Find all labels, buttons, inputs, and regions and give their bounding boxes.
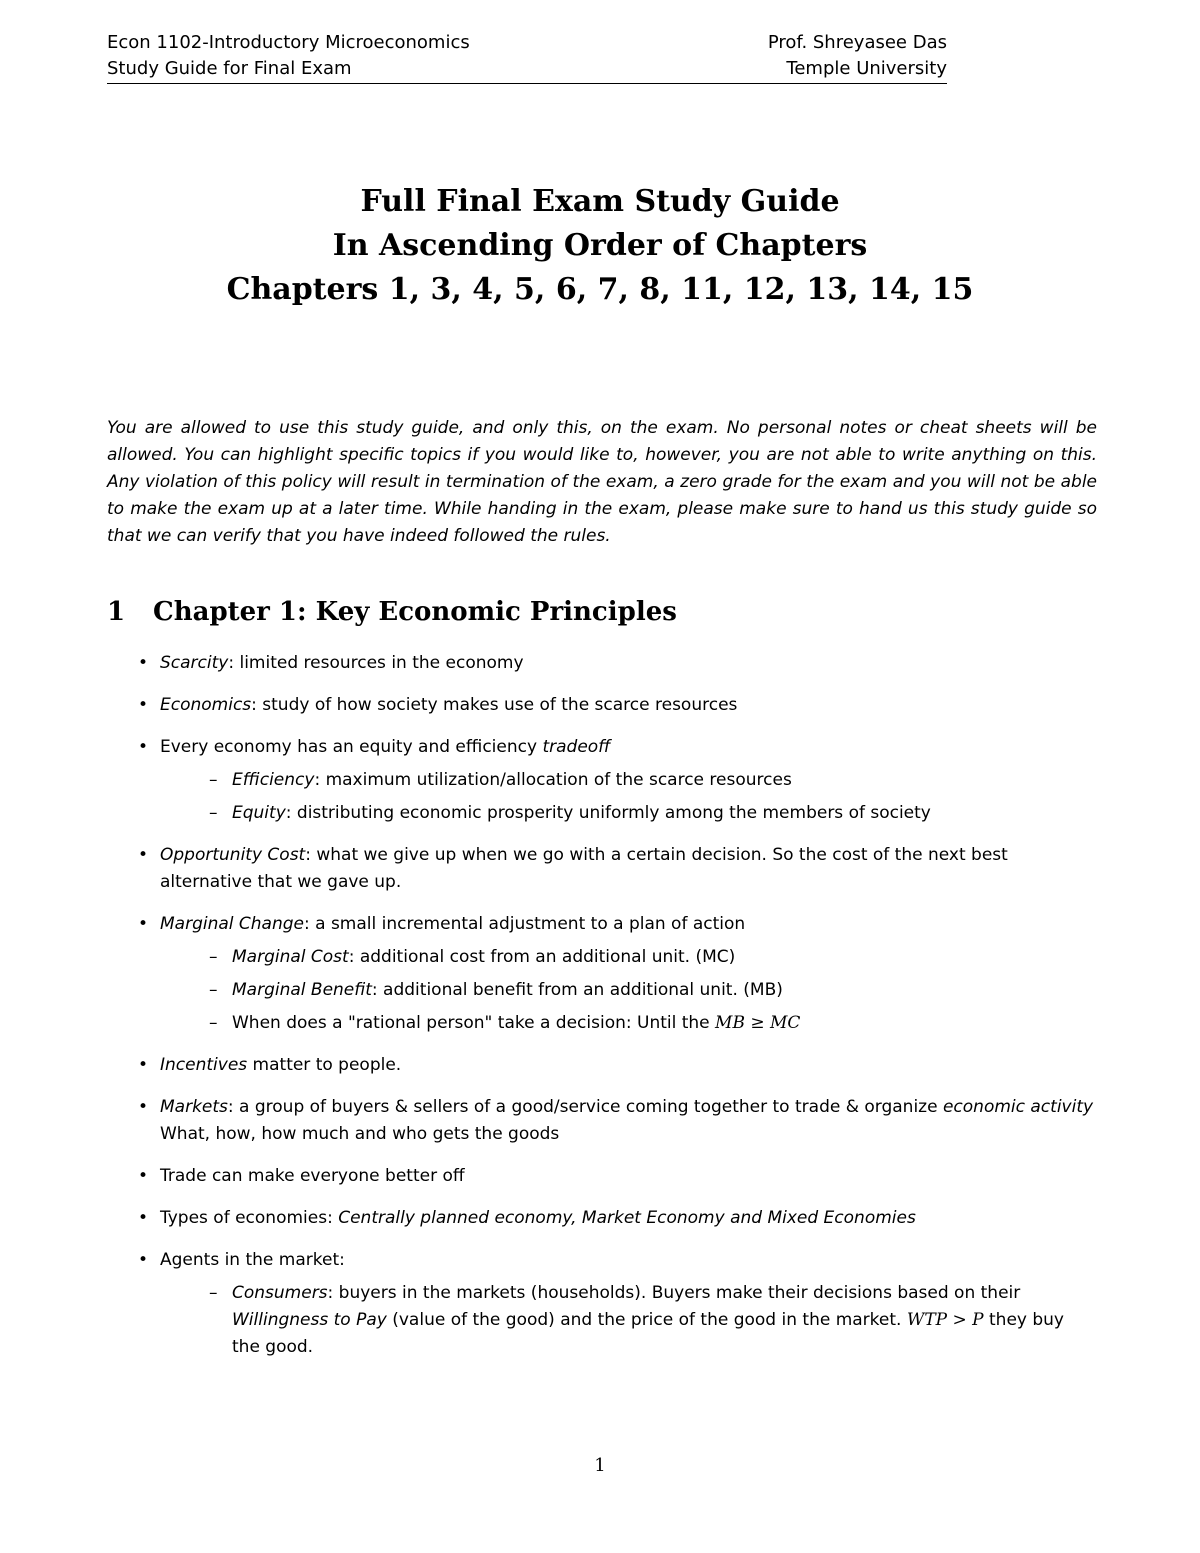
definition: : buyers in the markets (households). Buyers make their decisions based on their (327, 1283, 1021, 1303)
definition: : maximum utilization/allocation of the scarce resources (314, 770, 792, 790)
definition: they buy the good. (232, 1310, 1064, 1357)
document-title (0, 180, 1200, 312)
definition: : additional benefit from an additional unit. (MB) (371, 980, 783, 1000)
section-number: 1 (107, 597, 126, 627)
list-item-markets (135, 1094, 1097, 1148)
definition: : a group of buyers & sellers of a good/service coming together to trade & organize (227, 1097, 943, 1117)
section-heading (107, 594, 677, 630)
term: Marginal Cost (232, 947, 349, 967)
professor-name: Prof. Shreyasee Das (767, 32, 947, 53)
text: When does a "rational person" take a decision: Until the (232, 1013, 716, 1033)
term: Consumers (232, 1283, 328, 1303)
term: Marginal Benefit (232, 980, 372, 1000)
text: What, how, how much and who gets the goods (160, 1124, 560, 1144)
guide-name: Study Guide for Final Exam (107, 58, 352, 79)
term: Opportunity Cost (160, 845, 306, 865)
definition: : limited resources in the economy (228, 653, 524, 673)
definition: (value of the good) and the price of the good in the market. (386, 1310, 907, 1330)
definition: : additional cost from an additional unit. (MC) (348, 947, 736, 967)
title-line-1: Full Final Exam Study Guide (360, 184, 840, 219)
definition: : distributing economic prosperity uniformly among the members of society (285, 803, 931, 823)
definition: matter to people. (247, 1055, 402, 1075)
term: Equity (232, 803, 286, 823)
term: Centrally planned economy, Market Economy and Mixed Economies (338, 1208, 916, 1228)
term: Marginal Change (160, 914, 304, 934)
term: Economics (160, 695, 252, 715)
list-item-tradeoff (135, 734, 1097, 827)
sub-item-rational-person (160, 1010, 1097, 1037)
title-line-3: Chapters 1, 3, 4, 5, 6, 7, 8, 11, 12, 13, 14, 15 (226, 272, 974, 307)
definition: : a small incremental adjustment to a plan of action (304, 914, 746, 934)
list-item-opportunity-cost (135, 842, 1097, 896)
text: Types of economies: (160, 1208, 339, 1228)
term: Markets (160, 1097, 228, 1117)
sub-list (160, 944, 1097, 1037)
page-header-row-1 (107, 30, 947, 56)
sub-item-efficiency (160, 767, 1097, 794)
term: Incentives (160, 1055, 248, 1075)
text: Agents in the market: (160, 1250, 345, 1270)
sub-item-equity (160, 800, 1097, 827)
page-number: 1 (594, 1455, 606, 1476)
sub-list (160, 767, 1097, 827)
definition: : what we give up when we go with a certain decision. So the cost of the next best alternative that we gave up. (160, 845, 1008, 892)
section-title: Chapter 1: Key Economic Principles (153, 597, 677, 627)
list-item-incentives (135, 1052, 1097, 1079)
policy-paragraph: You are allowed to use this study guide, and only this, on the exam. No personal notes or cheat sheets will be allowed. You can highlight specific topics if you would like to, however, you are not able to write anything on this. Any violation of this policy will result in termination of the exam, a zero grade for the exam and you will not be able to make the exam up at a later time. While handing in the exam, please make sure to hand us this study guide so that we can verify that you have indeed followed the rules. (107, 418, 1097, 546)
list-item-marginal-change (135, 911, 1097, 1037)
term: economic activity (942, 1097, 1094, 1117)
text: Every economy has an equity and efficiency (160, 737, 543, 757)
university-name: Temple University (786, 58, 947, 79)
sub-item-consumers (160, 1280, 1097, 1361)
math-expression: MB ≥ MC (715, 1013, 801, 1033)
list-item-scarcity (135, 650, 1097, 677)
term: Scarcity (160, 653, 229, 673)
list-item-trade (135, 1163, 1097, 1190)
bullet-list (135, 650, 1097, 1376)
course-name: Econ 1102-Introductory Microeconomics (107, 32, 470, 53)
list-item-economics (135, 692, 1097, 719)
math-expression: WTP > P (906, 1310, 984, 1330)
text: Trade can make everyone better off (160, 1166, 465, 1186)
title-line-2: In Ascending Order of Chapters (332, 228, 868, 263)
sub-item-marginal-cost (160, 944, 1097, 971)
term: tradeoff (542, 737, 611, 757)
list-item-types-of-economies (135, 1205, 1097, 1232)
definition: : study of how society makes use of the scarce resources (251, 695, 738, 715)
list-item-agents (135, 1247, 1097, 1361)
term: Efficiency (232, 770, 315, 790)
page-header-row-2 (107, 56, 947, 84)
sub-item-marginal-benefit (160, 977, 1097, 1004)
sub-list (160, 1280, 1097, 1361)
term: Willingness to Pay (232, 1310, 387, 1330)
